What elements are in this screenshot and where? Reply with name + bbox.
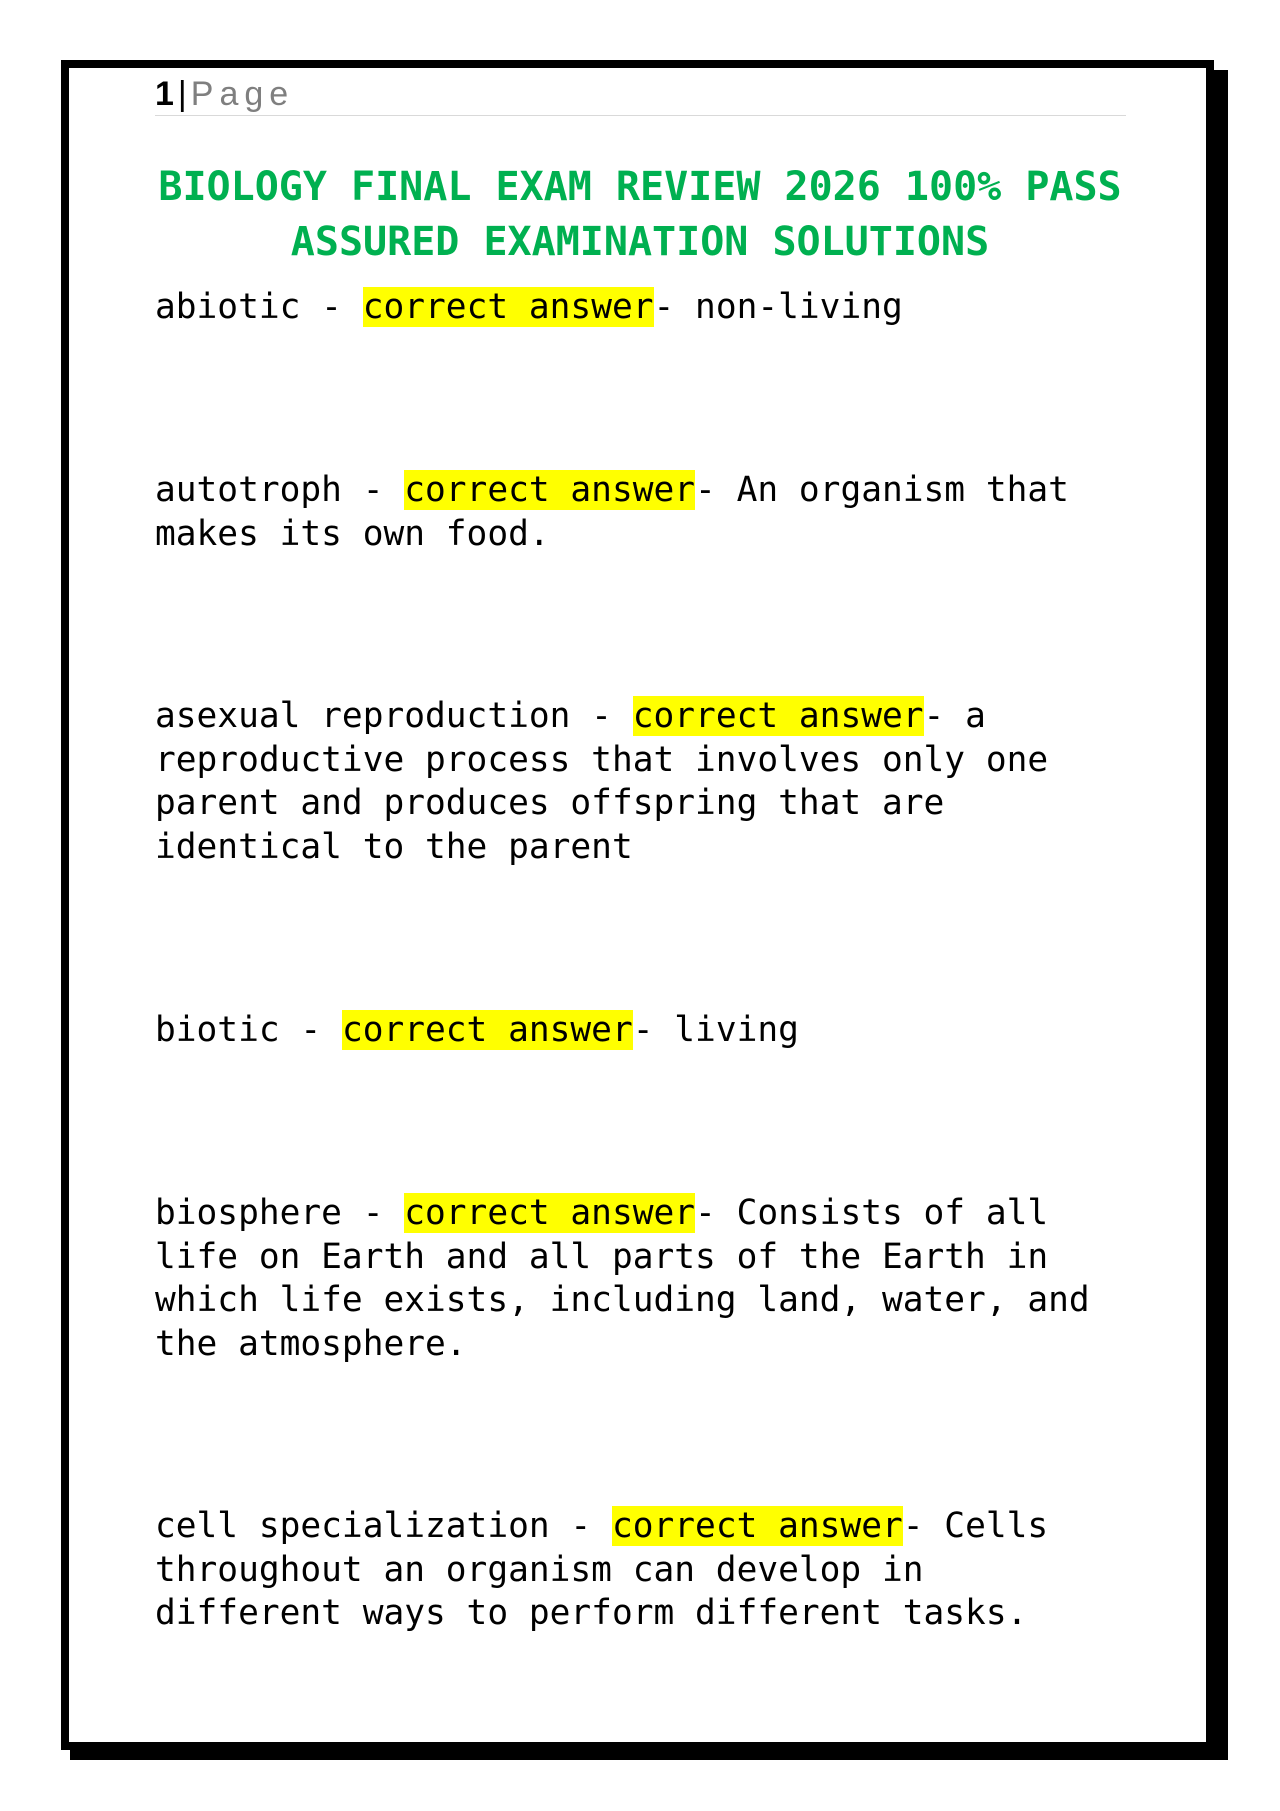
document-title: BIOLOGY FINAL EXAM REVIEW 2026 100% PASS ASSURED EXAMINATION SOLUTIONS bbox=[158, 164, 1122, 265]
answer-highlight: correct answer bbox=[632, 696, 924, 736]
answer-highlight: correct answer bbox=[341, 1010, 633, 1050]
entry-definition: - Cells throughout an organism can develop in different ways to perform different tasks. bbox=[155, 1506, 1049, 1633]
entry-definition: - Consists of all life on Earth and all parts of the Earth in which life exists, including land, water, and the atmosphere. bbox=[155, 1193, 1090, 1364]
entry-term: biosphere - bbox=[155, 1193, 405, 1233]
answer-highlight: correct answer bbox=[404, 1193, 696, 1233]
entry-autotroph bbox=[155, 469, 1155, 556]
entry-term: abiotic - bbox=[155, 287, 363, 327]
page-header bbox=[155, 72, 1126, 116]
answer-highlight: correct answer bbox=[611, 1506, 903, 1546]
entry-definition: - a reproductive process that involves only one parent and produces offspring that are identical to the parent bbox=[155, 696, 1049, 867]
entry-cell-specialization bbox=[155, 1505, 1155, 1636]
entry-biosphere bbox=[155, 1192, 1155, 1366]
entry-asexual-reproduction bbox=[155, 695, 1155, 869]
entry-definition: - non-living bbox=[653, 287, 903, 327]
page-number: 1 bbox=[155, 75, 174, 113]
answer-highlight: correct answer bbox=[404, 470, 696, 510]
entry-term: autotroph - bbox=[155, 470, 405, 510]
entry-abiotic bbox=[155, 286, 1155, 330]
entry-term: cell specialization - bbox=[155, 1506, 612, 1546]
entry-definition: - living bbox=[632, 1010, 799, 1050]
page-label: Page bbox=[190, 75, 295, 113]
page-separator: | bbox=[177, 75, 187, 113]
entry-term: asexual reproduction - bbox=[155, 696, 633, 736]
answer-highlight: correct answer bbox=[362, 287, 654, 327]
entry-biotic bbox=[155, 1009, 1155, 1053]
entry-term: biotic - bbox=[155, 1010, 342, 1050]
entry-definition: - An organism that makes its own food. bbox=[155, 470, 1069, 554]
